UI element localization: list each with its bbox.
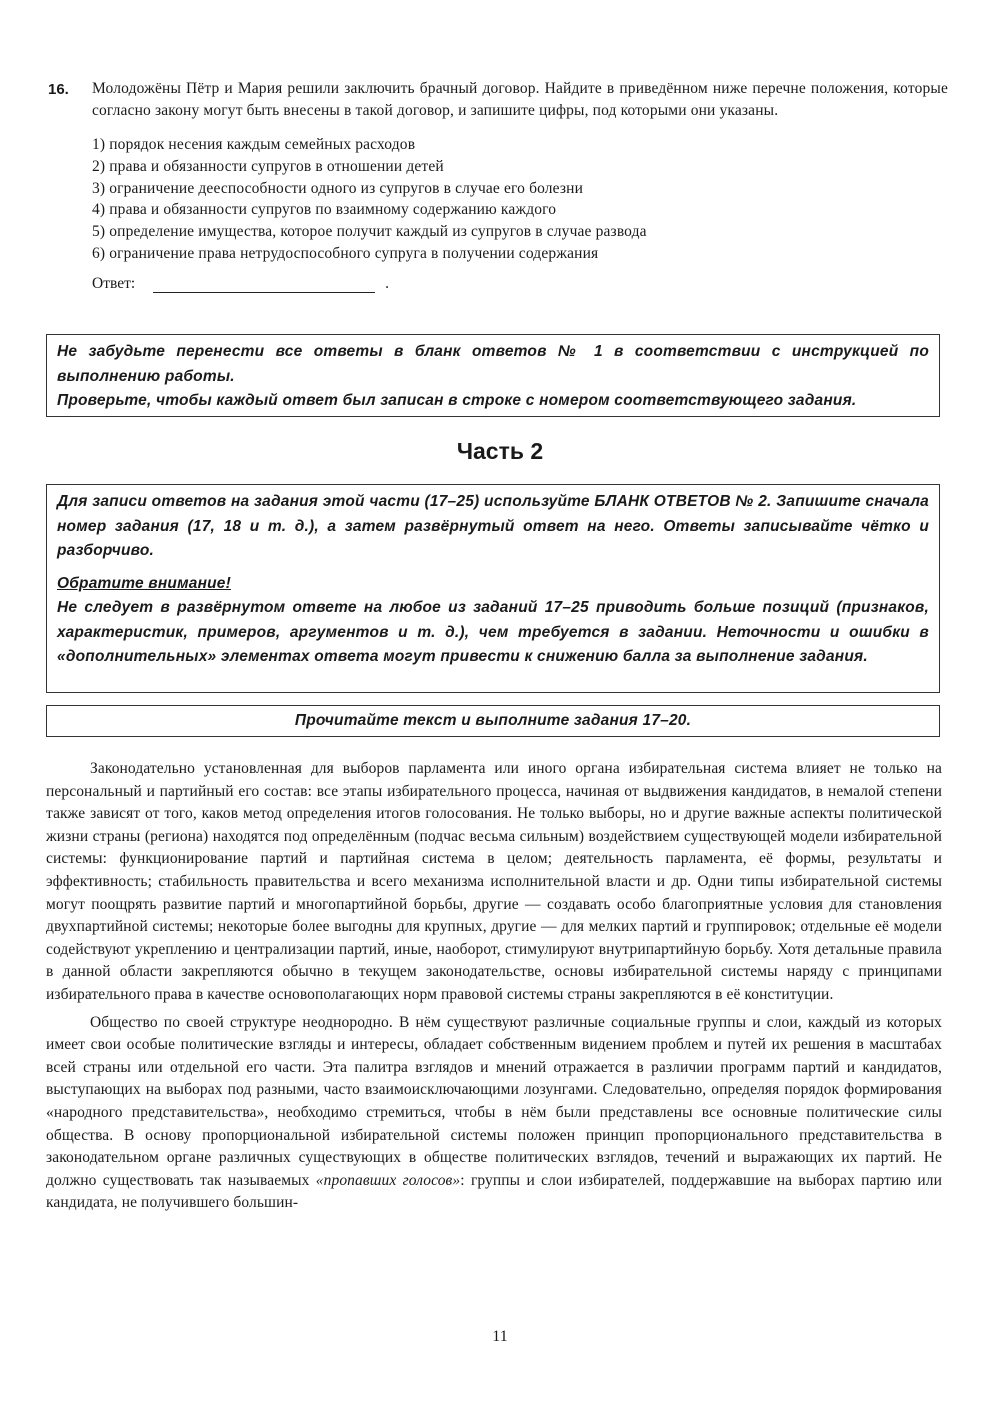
read-prompt-box: [46, 705, 940, 737]
note-line-1: Не забудьте перенести все ответы в бланк ответов № 1 в соответствии с инструкцией по выполнению работы.: [57, 343, 929, 385]
option-5: 5) определение имущества, которое получит каждый из супругов в случае развода: [92, 223, 647, 241]
page-number: 11: [492, 1328, 508, 1345]
attention-text: Не следует в развёрнутом ответе на любое из заданий 17–25 приводить больше позиций (признаков, характеристик, примеров, аргументов и т. д.), чем требуется в задании. Неточности и ошибки в «дополнительных» элементах ответа могут привести к снижению балла за выполнение задания.: [57, 599, 929, 665]
option-3: 3) ограничение дееспособности одного из супругов в случае его болезни: [92, 179, 584, 197]
task-text: Молодожёны Пётр и Мария решили заключить брачный договор. Найдите в приведённом ниже перечне положения, которые согласно закону могут быть внесены в такой договор, и запишите цифры, под которыми они указаны.: [92, 80, 948, 119]
reading-text: [46, 758, 942, 1215]
paragraph-2-part-2: : группы и слои избирателей, поддержавшие на выборах партию или кандидата, не получившего большин-: [46, 1171, 943, 1212]
part-2-instructions-box: [46, 484, 940, 693]
answer-dot: .: [385, 274, 390, 292]
answer-label: Ответ:: [92, 274, 136, 292]
paragraph-2-part-1: Общество по своей структуре неоднородно. В нём существуют различные социальные группы и слои, каждый из которых имеет свои особые политические взгляды и интересы, обладает собственным видением проблем и путей их решения в масштабах всей страны или отдельной его части. Эта палитра взглядов и мнений отражается в различии программ партий и кандидатов, выступающих на выборах под разными, часто взаимоисключающими лозунгами. Следовательно, определяя порядок формирования «народного представительства», необходимо стремиться, чтобы в нём были представлены все основные политические силы общества. В основу пропорциональной избирательной системы положен принцип пропорционального представительства в законодательном органе различных существующих в обществе политических взглядов, течений и выражающих их партий. Не должно существовать так называемых: [46, 1013, 942, 1189]
read-prompt: Прочитайте текст и выполните задания 17–20.: [294, 712, 692, 729]
attention-label: Обратите внимание!: [57, 574, 231, 592]
note-line-2: Проверьте, чтобы каждый ответ был записан в строке с номером соответствующего задания.: [57, 392, 857, 409]
option-4: 4) права и обязанности супругов по взаимному содержанию каждого: [92, 201, 557, 219]
reading-paragraph-2: [46, 1012, 942, 1215]
option-1: 1) порядок несения каждым семейных расходов: [92, 136, 416, 153]
part-2-instructions: Для записи ответов на задания этой части (17–25) используйте БЛАНК ОТВЕТОВ № 2. Запишите сначала номер задания (17, 18 и т. д.), а затем развёрнутый ответ на него. Ответы записывайте чётко и разборчиво.: [57, 493, 929, 559]
lost-votes-term: «пропавших голосов»: [315, 1171, 461, 1189]
options-list: [92, 134, 948, 265]
option-2: 2) права и обязанности супругов в отношении детей: [92, 157, 444, 175]
transfer-answers-note: [46, 334, 940, 417]
task-number: 16.: [48, 81, 69, 98]
answer-field[interactable]: [153, 276, 375, 293]
option-6: 6) ограничение права нетрудоспособного супруга в получении содержания: [92, 244, 599, 262]
part-2-title: Часть 2: [456, 438, 544, 464]
reading-paragraph-1: Законодательно установленная для выборов парламента или иного органа избирательная система влияет не только на персональный и партийный его состав: все этапы избирательного процесса, начиная от выдвижения кандидатов, в немалой степени также зависят от того, каков метод определения итогов голосования. Не только выборы, но и другие важные аспекты политической жизни страны (региона) находятся под определённым (подчас весьма сильным) воздействием существующей модели избирательной системы: функционирование партий и партийная система в целом; деятельность парламента, её формы, результаты и эффективность; стабильность правительства и всего механизма исполнительной власти и др. Одни типы избирательной системы могут поощрять развитие партий и многопартийной борьбы, другие — создавать особо благоприятные условия для становления двухпартийной системы; некоторые более выгодны для крупных, другие — для мелких партий и группировок; отдельные её модели содействуют укреплению и централизации партий, иные, наоборот, стимулируют внутрипартийную борьбу. Хотя детальные правила в данной области закрепляются обычно в текущем законодательстве, основы избирательной системы наряду с принципами избирательного права в качестве основополагающих норм правовой системы страны закрепляются в её конституции.: [46, 760, 942, 1003]
answer-line: [92, 275, 948, 293]
task-16: [48, 78, 948, 293]
